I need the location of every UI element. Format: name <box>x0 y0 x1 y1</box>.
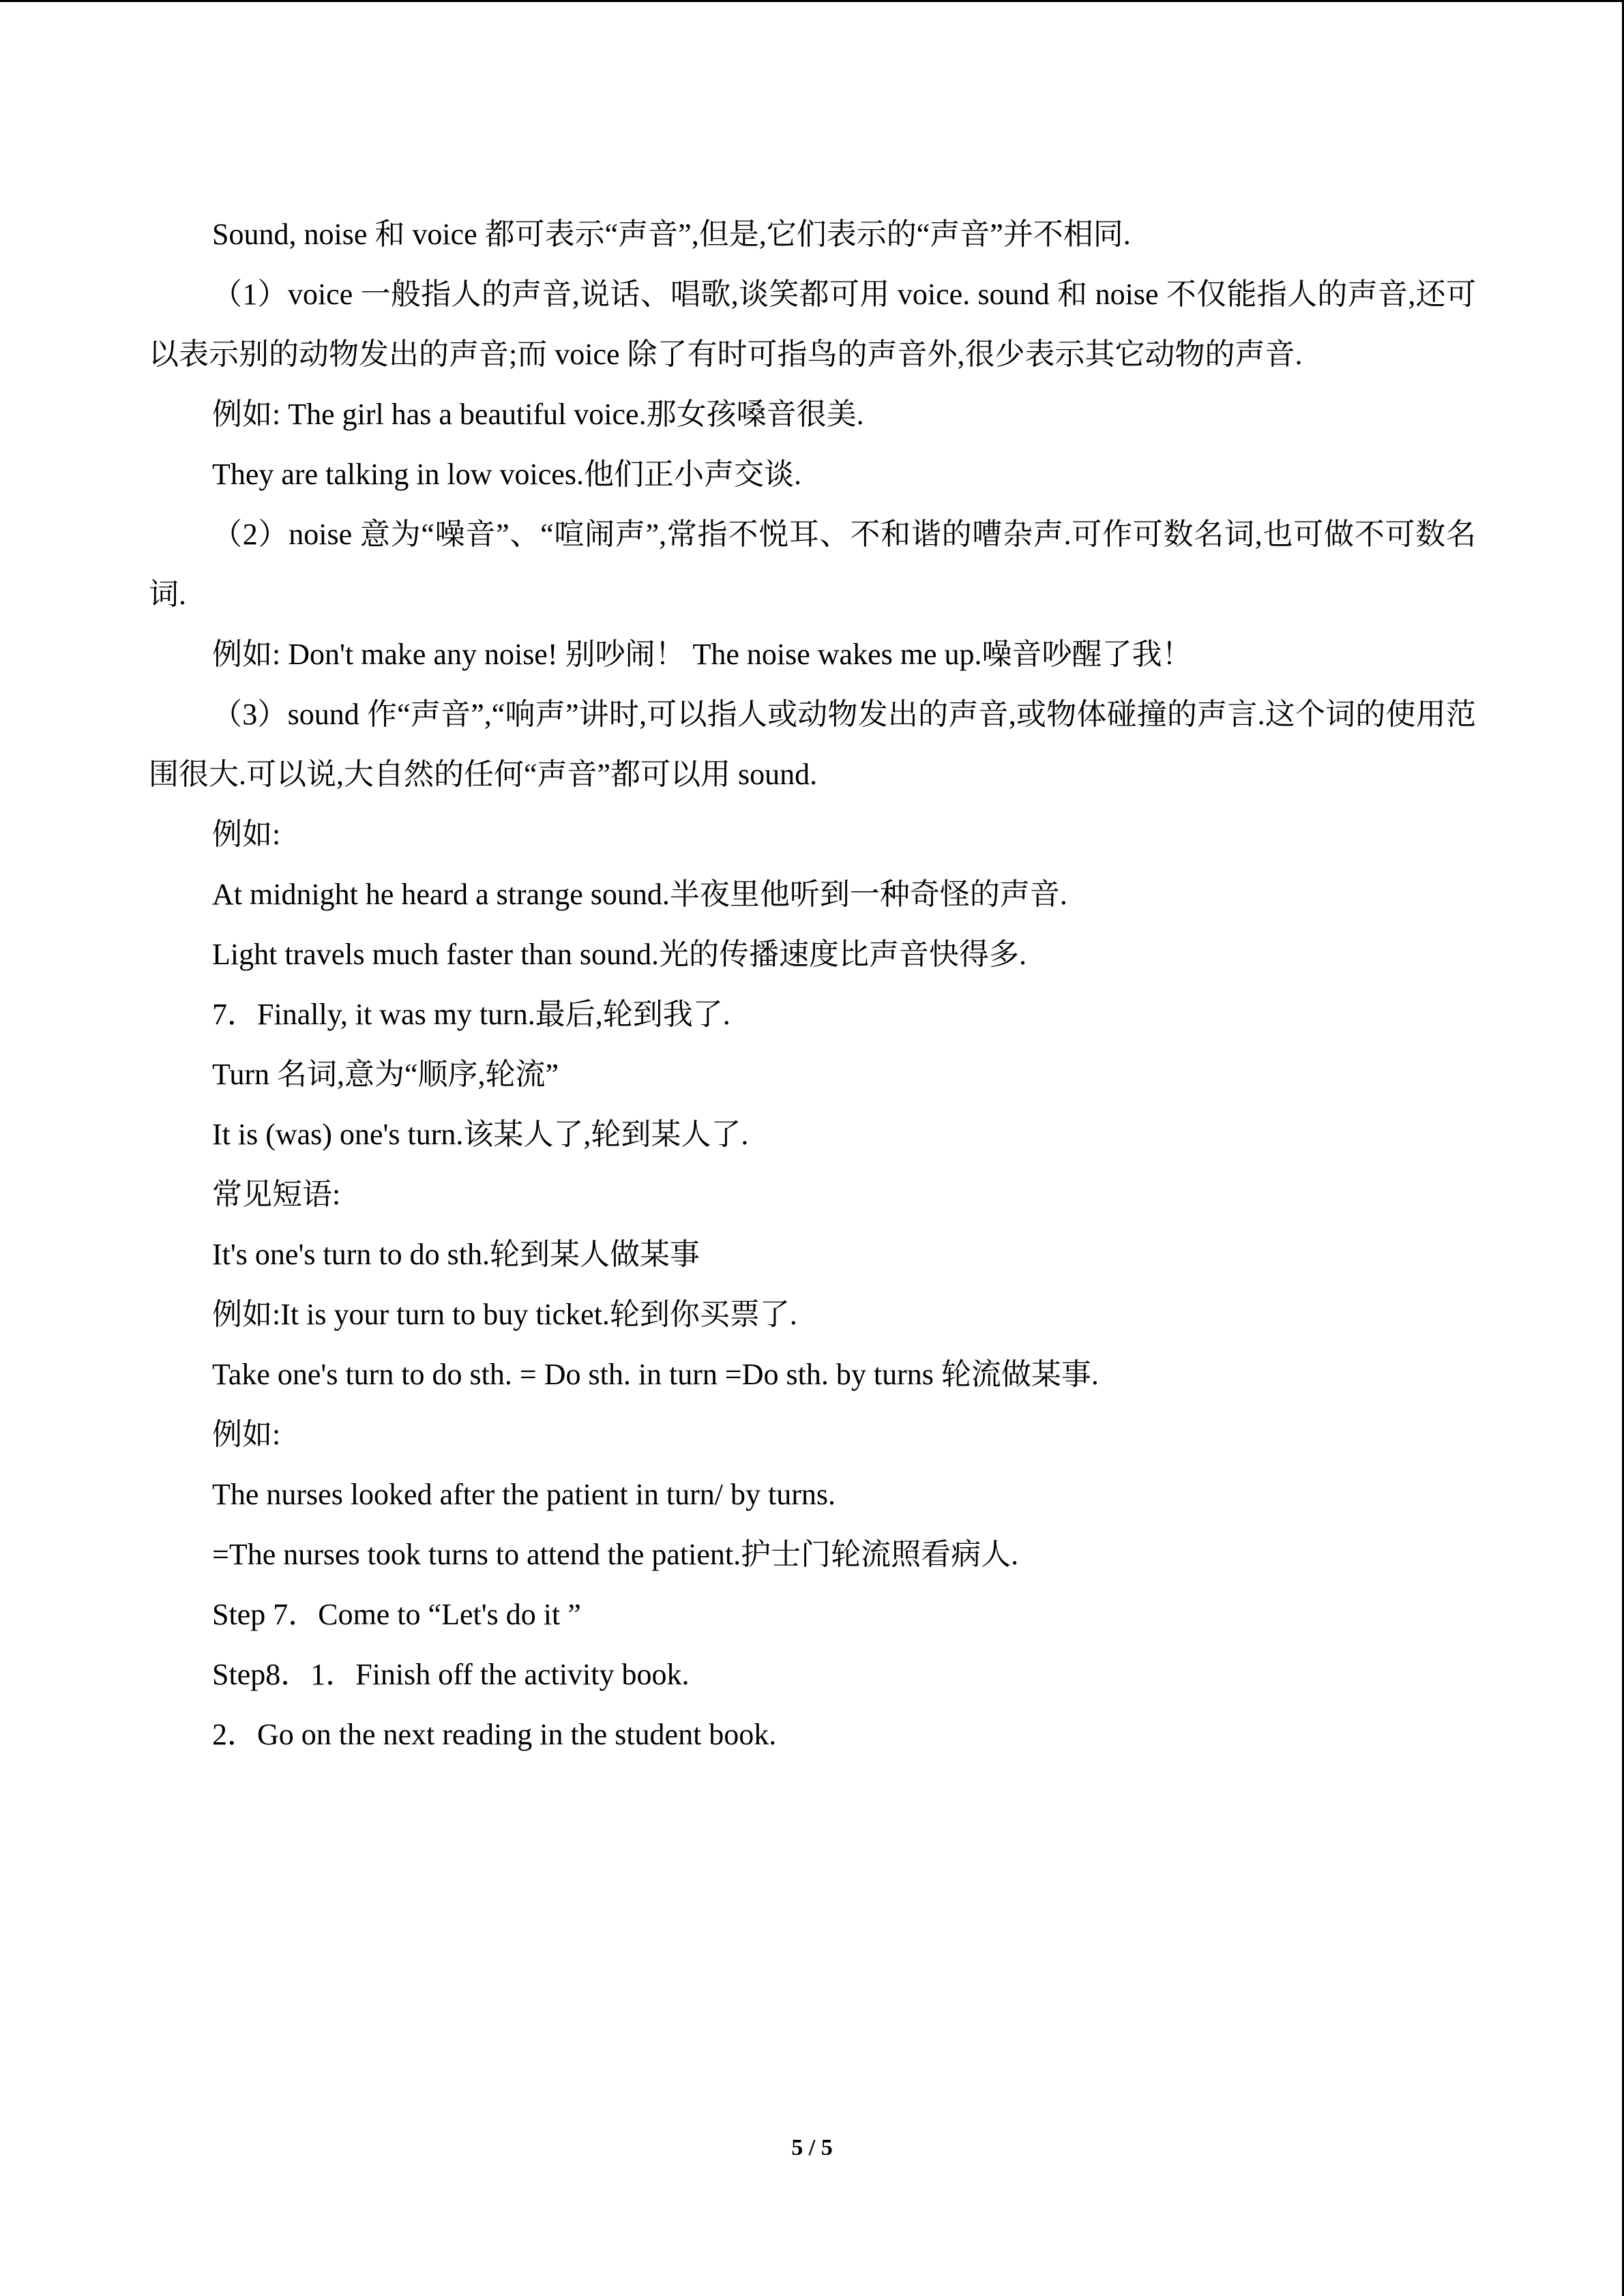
paragraph: 例如: The girl has a beautiful voice.那女孩嗓音很美. <box>212 398 864 431</box>
paragraph: 例如: <box>212 818 281 851</box>
paragraph: The nurses looked after the patient in turn/ by turns. <box>212 1478 836 1511</box>
page-border-top <box>0 0 1624 2</box>
paragraph: Take one's turn to do sth. = Do sth. in turn =Do sth. by turns 轮流做某事. <box>212 1358 1099 1391</box>
page-number: 5 / 5 <box>791 2135 833 2160</box>
paragraph: At midnight he heard a strange sound.半夜里他听到一种奇怪的声音. <box>212 878 1067 911</box>
paragraph: （1）voice 一般指人的声音,说话、唱歌,谈笑都可用 voice. sound 和 noise 不仅能指人的声音,还可以表示别的动物发出的声音;而 voice 除了有时可指鸟的声音外,很少表示其它动物的声音. <box>149 278 1476 371</box>
paragraph: =The nurses took turns to attend the patient.护士门轮流照看病人. <box>212 1538 1019 1571</box>
paragraph: It is (was) one's turn.该某人了,轮到某人了. <box>212 1118 749 1151</box>
paragraph: （2）noise 意为“噪音”、“喧闹声”,常指不悦耳、不和谐的嘈杂声.可作可数名词,也可做不可数名词. <box>149 518 1476 611</box>
paragraph: Step 7．Come to “Let's do it ” <box>212 1598 581 1631</box>
document-body <box>149 205 1476 1765</box>
paragraph: 常见短语: <box>212 1178 341 1211</box>
paragraph: 例如: <box>212 1418 281 1451</box>
paragraph: They are talking in low voices.他们正小声交谈. <box>212 458 801 491</box>
paragraph: Step8．1．Finish off the activity book. <box>212 1658 690 1691</box>
paragraph: （3）sound 作“声音”,“响声”讲时,可以指人或动物发出的声音,或物体碰撞的声言.这个词的使用范围很大.可以说,大自然的任何“声音”都可以用 sound. <box>149 698 1476 791</box>
paragraph: 2．Go on the next reading in the student book. <box>212 1718 777 1751</box>
paragraph: 例如: Don't make any noise! 别吵闹！ The noise wakes me up.噪音吵醒了我！ <box>212 638 1192 671</box>
paragraph: It's one's turn to do sth.轮到某人做某事 <box>212 1238 700 1271</box>
paragraph: 7．Finally, it was my turn.最后,轮到我了. <box>212 998 730 1031</box>
paragraph: Light travels much faster than sound.光的传播速度比声音快得多. <box>212 938 1027 971</box>
paragraph: Turn 名词,意为“顺序,轮流” <box>212 1058 559 1091</box>
paragraph: Sound, noise 和 voice 都可表示“声音”,但是,它们表示的“声音”并不相同. <box>212 218 1131 251</box>
paragraph: 例如:It is your turn to buy ticket.轮到你买票了. <box>212 1298 797 1331</box>
